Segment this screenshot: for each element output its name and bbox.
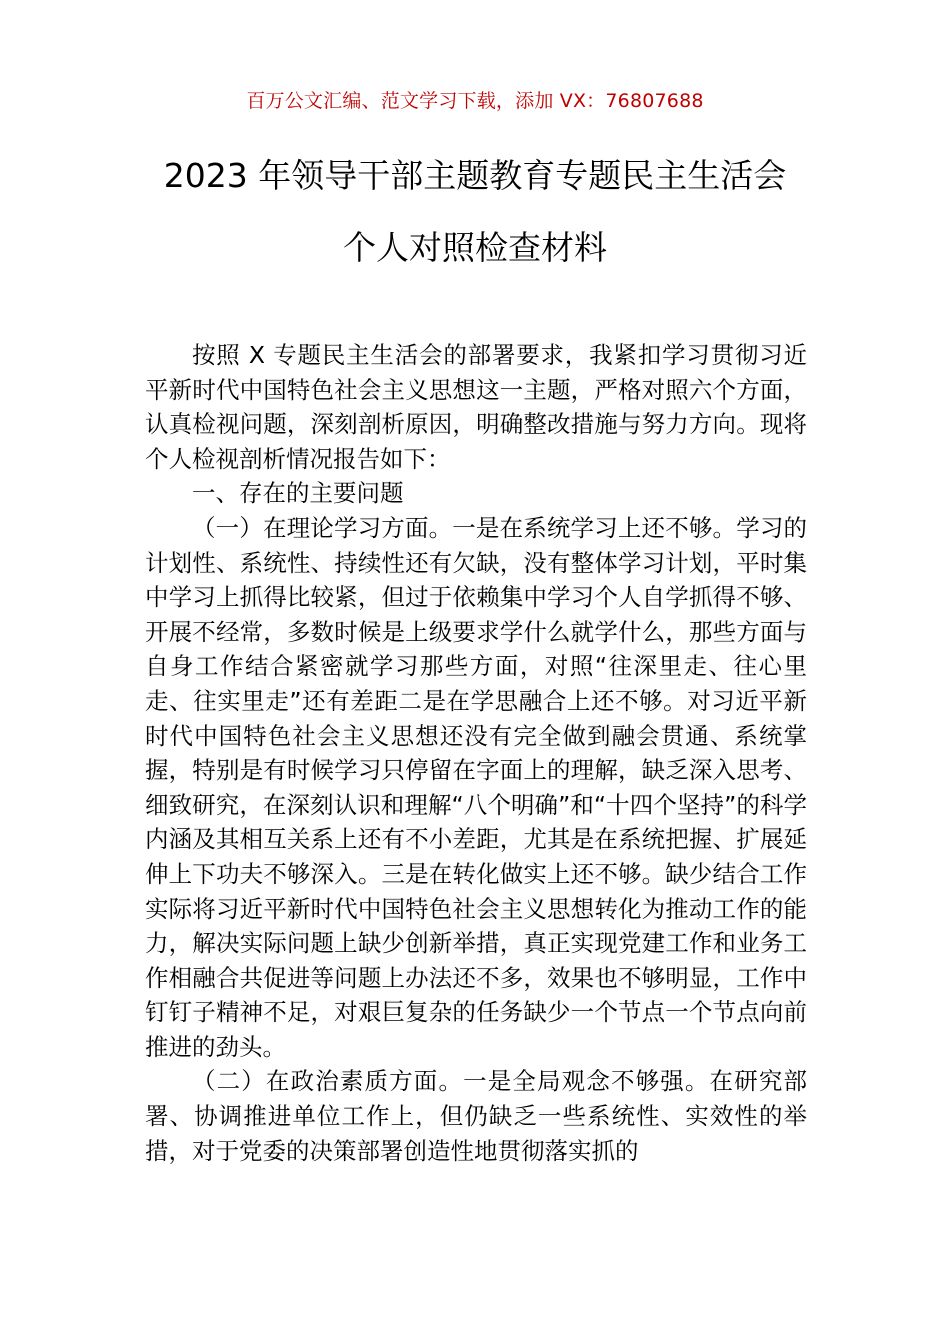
document-title-line-1: 2023 年领导干部主题教育专题民主生活会: [163, 156, 787, 195]
paragraph-theory-study: （一）在理论学习方面。一是在系统学习上还不够。学习的计划性、系统性、持续性还有欠缺，没有整体学习计划，平时集中学习上抓得比较紧，但过于依赖集中学习个人自学抓得不够、开展不经常，多数时候是上级要求学什么就学什么，那些方面与自身工作结合紧密就学习那些方面，对照“往深里走、往心里走、往实里走”还有差距二是在学思融合上还不够。对习近平新时代中国特色社会主义思想还没有完全做到融会贯通、系统掌握，特别是有时候学习只停留在字面上的理解，缺乏深入思考、细致研究，在深刻认识和理解“八个明确”和“十四个坚持”的科学内涵及其相互关系上还有不小差距，尤其是在系统把握、扩展延伸上下功夫不够深入。三是在转化做实上还不够。缺少结合工作实际将习近平新时代中国特色社会主义思想转化为推动工作的能力，解决实际问题上缺少创新举措，真正实现党建工作和业务工作相融合共促进等问题上办法还不多，效果也不够明显，工作中钉钉子精神不足，对艰巨复杂的任务缺少一个节点一个节点向前推进的劲头。: [145, 513, 807, 1061]
section-heading-main-problems: 一、存在的主要问题: [192, 479, 404, 508]
document-body: [145, 338, 807, 1168]
paragraph-political-quality: （二）在政治素质方面。一是全局观念不够强。在研究部署、协调推进单位工作上，但仍缺乏一些系统性、实效性的举措，对于党委的决策部署创造性地贯彻落实抓的: [145, 1067, 807, 1165]
paragraph-intro: 按照 X 专题民主生活会的部署要求，我紧扣学习贯彻习近平新时代中国特色社会主义思想这一主题，严格对照六个方面，认真检视问题，深刻剖析原因，明确整改措施与努力方向。现将个人检视剖析情况报告如下：: [145, 341, 807, 473]
watermark-header-note: 百万公文汇编、范文学习下载，添加 VX：76807688: [246, 90, 704, 112]
document-title-line-2: 个人对照检查材料: [343, 228, 607, 267]
